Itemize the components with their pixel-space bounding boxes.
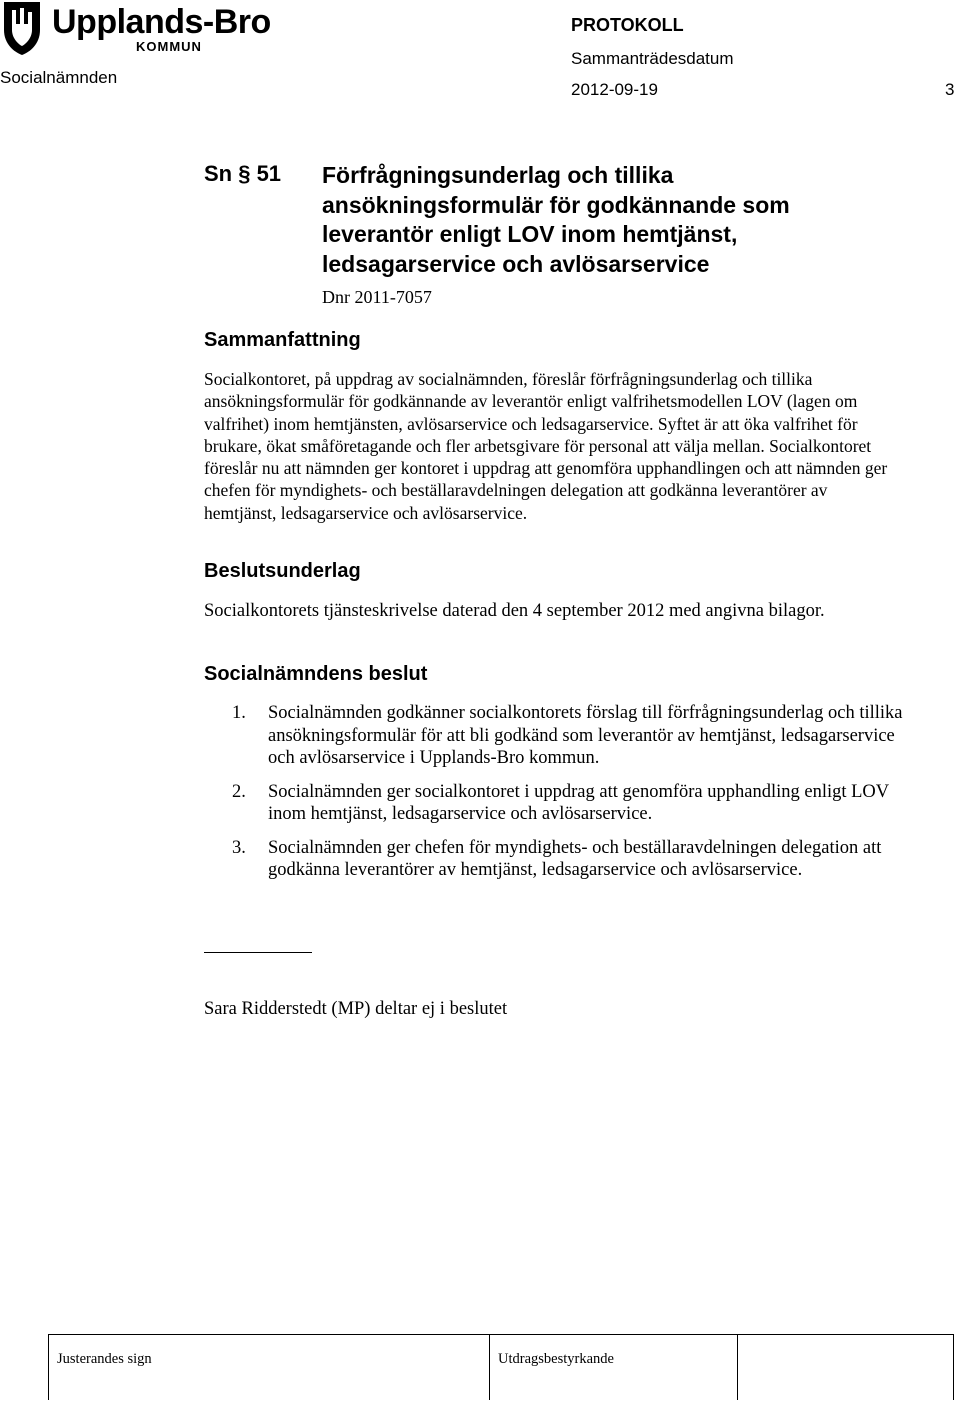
decision-item-text: Socialnämnden ger chefen för myndighets- och beställaravdelningen delegation att godkänna leverantörer av hemtjänst, ledsagarservice och avlösarservice.	[268, 837, 882, 880]
footer-extract-label: Utdragsbestyrkande	[498, 1351, 614, 1367]
decision-item-number: 1.	[232, 703, 246, 723]
basis-text: Socialkontorets tjänsteskrivelse daterad den 4 september 2012 med angivna bilagor.	[204, 601, 825, 621]
page-number: 3	[945, 80, 955, 99]
decision-item	[204, 702, 904, 770]
decision-item-text: Socialnämnden ger socialkontoret i uppdrag att genomföra upphandling enligt LOV inom hemtjänst, ledsagarservice och avlösarservice.	[268, 781, 889, 824]
section-number: Sn § 51	[204, 161, 282, 186]
section-title: Förfrågningsunderlag och tillika ansökningsformulär för godkännande som leverantör enligt LOV inom hemtjänst, ledsagarservice och avlösarservice	[322, 162, 790, 277]
decision-heading: Socialnämndens beslut	[204, 663, 428, 685]
signature-divider	[489, 1334, 490, 1400]
decision-item	[204, 837, 904, 882]
separator-line	[204, 952, 312, 953]
basis-heading: Beslutsunderlag	[204, 560, 361, 582]
summary-text: Socialkontoret, på uppdrag av socialnämnden, föreslår förfrågningsunderlag och tillika ansökningsformulär för godkännande av leverantör enligt valfrihetsmodellen LOV (lagen om valfrihet) inom hemtjänsten, avlösarservice och ledsagarservice. Syftet är att öka valfrihet för brukare, ökat småföretagande och fler arbetsgivare för personal att välja mellan. Socialkontoret föreslår nu att nämnden ger kontoret i uppdrag att genomföra upphandlingen och att nämnden ger chefen för myndighets- och beställaravdelningen delegation att godkänna leverantörer av hemtjänst, ledsagarservice och avlösarservice.	[204, 369, 888, 523]
abstention-note: Sara Ridderstedt (MP) deltar ej i beslutet	[204, 999, 508, 1019]
decision-item	[204, 781, 904, 826]
org-name: Socialnämnden	[0, 68, 118, 87]
doc-type: PROTOKOLL	[571, 15, 684, 35]
decision-item-number: 3.	[232, 837, 246, 858]
crest-icon	[4, 2, 40, 55]
meeting-date: 2012-09-19	[571, 80, 658, 99]
decision-list	[204, 702, 904, 882]
diary-number: Dnr 2011-7057	[322, 287, 432, 307]
decision-item-number: 2.	[232, 781, 246, 802]
upplands-bro-logo	[0, 0, 290, 56]
decision-item-text: Socialnämnden godkänner socialkontorets förslag till förfrågningsunderlag och tillika ansökningsformulär för att bli godkänd som leverantör av hemtjänst, ledsagarservice och avlösarservice i Upplands-Bro kommun.	[268, 703, 903, 768]
date-label: Sammanträdesdatum	[571, 49, 734, 68]
logo-subtext: KOMMUN	[136, 39, 202, 54]
logo-wordmark: Upplands-Bro	[52, 3, 271, 41]
footer-sign-label: Justerandes sign	[57, 1351, 152, 1367]
signature-divider	[737, 1334, 738, 1400]
summary-heading: Sammanfattning	[204, 329, 361, 351]
